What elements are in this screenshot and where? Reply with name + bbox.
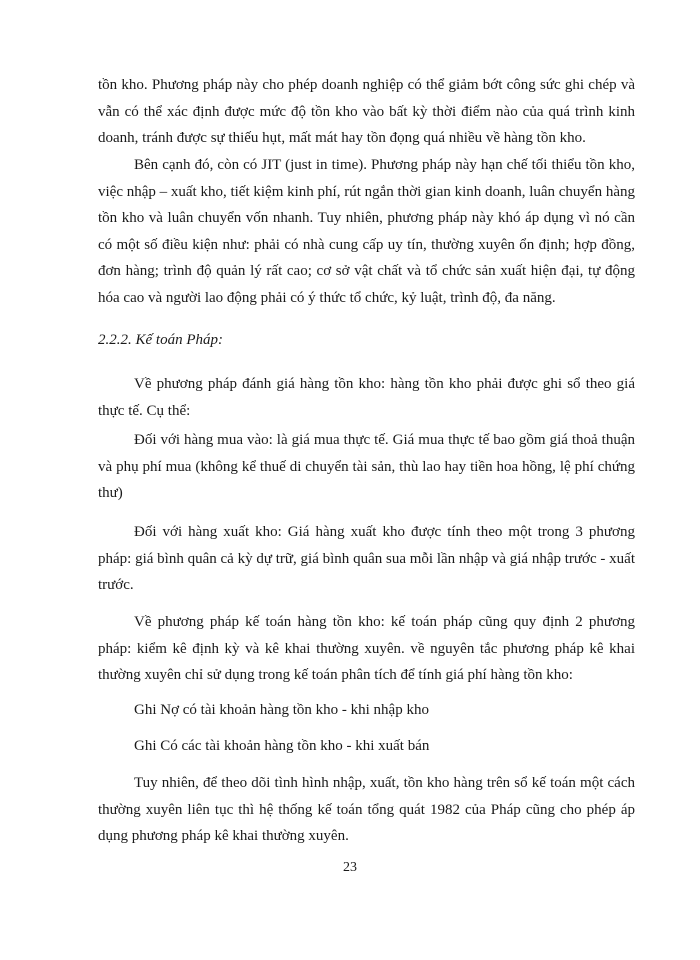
paragraph-jit: Bên cạnh đó, còn có JIT (just in time). Phương pháp này hạn chế tối thiểu tồn kho, việc nhập – xuất kho, tiết kiệm kinh phí, rút ngắn thời gian kinh doanh, luân chuyển hàng tồn kho và luân chuyển vốn nhanh. Tuy nhiên, phương pháp này khó áp dụng vì nó cần có một số điều kiện như: phải có nhà cung cấp uy tín, thường xuyên ổn định; hợp đồng, đơn hàng; trình độ quản lý rất cao; cơ sở vật chất và tổ chức sản xuất hiện đại, tự động hóa cao và người lao động phải có ý thức tổ chức, kỷ luật, trình độ, đa năng.: [98, 157, 635, 306]
paragraph-purchases: Đối với hàng mua vào: là giá mua thực tế. Giá mua thực tế bao gồm giá thoả thuận và phụ phí mua (không kể thuế di chuyển tài sản, thù lao hay tiền hoa hồng, lệ phí chứng thư): [98, 432, 635, 501]
paragraph-valuation: Về phương pháp đánh giá hàng tồn kho: hàng tồn kho phải được ghi sổ theo giá thực tế. Cụ thể:: [98, 376, 635, 419]
paragraph-issues: Đối với hàng xuất kho: Giá hàng xuất kho được tính theo một trong 3 phương pháp: giá bình quân cả kỳ dự trữ, giá bình quân sua mỗi lần nhập và giá nhập trước - xuất trước.: [98, 524, 635, 593]
paragraph-accounting-method: Về phương pháp kế toán hàng tồn kho: kế toán pháp cũng quy định 2 phương pháp: kiểm kê định kỳ và kê khai thường xuyên. về nguyên tắc phương pháp kê khai thường xuyên chỉ sử dụng trong kế toán phân tích để tính giá phí hàng tồn kho:: [98, 614, 635, 683]
entry-debit: Ghi Nợ có tài khoản hàng tồn kho - khi nhập kho: [134, 702, 429, 718]
entry-credit: Ghi Có các tài khoản hàng tồn kho - khi xuất bán: [134, 738, 430, 754]
paragraph-continuation: tồn kho. Phương pháp này cho phép doanh nghiệp có thể giảm bớt công sức ghi chép và vẫn có thể xác định được mức độ tồn kho vào bất kỳ thời điểm nào của quá trình kinh doanh, tránh được sự thiếu hụt, mất mát hay tồn đọng quá nhiều về hàng tồn kho.: [98, 77, 635, 146]
page-number: 23: [343, 860, 357, 875]
paragraph-conclusion: Tuy nhiên, để theo dõi tình hình nhập, xuất, tồn kho hàng trên sổ kế toán một cách thường xuyên liên tục thì hệ thống kế toán tổng quát 1982 của Pháp cũng cho phép áp dụng phương pháp kê khai thường xuyên.: [98, 775, 635, 844]
section-heading: 2.2.2. Kế toán Pháp:: [98, 332, 223, 348]
